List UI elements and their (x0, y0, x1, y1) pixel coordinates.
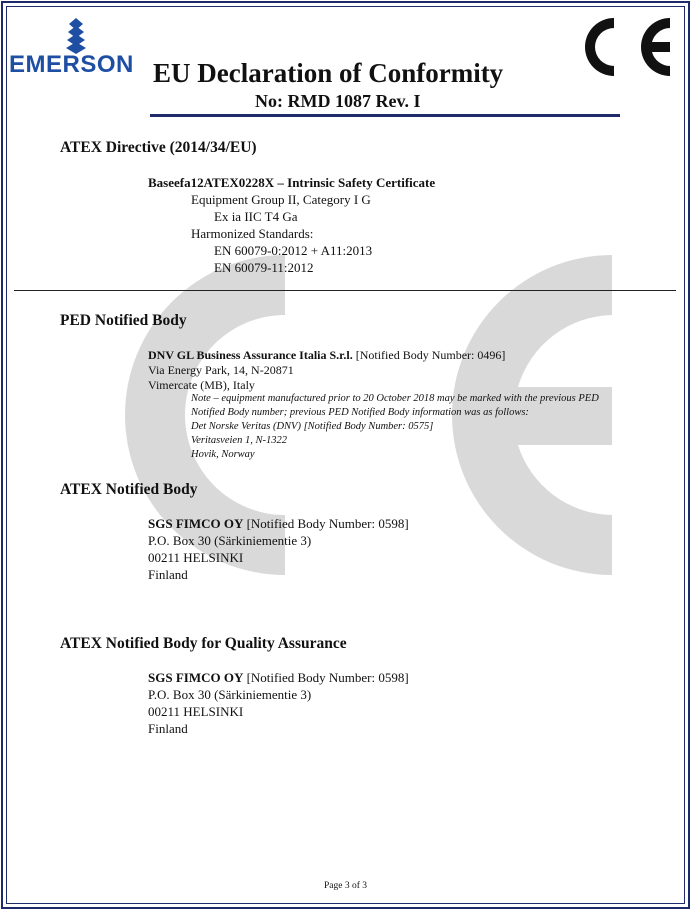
atex-qa-address-line: P.O. Box 30 (Särkiniementie 3) (148, 687, 312, 702)
ped-body-name: DNV GL Business Assurance Italia S.r.l. (148, 348, 353, 362)
atex-qa-address-line: Finland (148, 721, 188, 736)
ped-body-number: [Notified Body Number: 0496] (355, 348, 506, 362)
atex-body-heading: ATEX Notified Body (60, 481, 198, 498)
note-line: Notified Body number; previous PED Notified Body information was as follows: (191, 407, 529, 418)
page-title: EU Declaration of Conformity (153, 58, 504, 88)
note-line: Veritasveien 1, N-1322 (191, 435, 287, 446)
atex-qa-address-line: 00211 HELSINKI (148, 704, 244, 719)
logo-text: EMERSON (9, 51, 134, 78)
atex-address-line: P.O. Box 30 (Särkiniementie 3) (148, 533, 312, 548)
title-divider (150, 114, 620, 117)
ped-note (191, 392, 599, 462)
emerson-logo-mark-icon (61, 18, 91, 54)
certificate-line: Baseefa12ATEX0228X – Intrinsic Safety Certificate (148, 175, 436, 190)
section-divider (14, 290, 676, 291)
atex-directive-heading: ATEX Directive (2014/34/EU) (60, 139, 257, 156)
standard-item: EN 60079-0:2012 + A11:2013 (214, 243, 373, 258)
ped-address-line: Vimercate (MB), Italy (148, 378, 255, 392)
atex-body-name: SGS FIMCO OY (148, 516, 244, 531)
ped-address-line: Via Energy Park, 14, N-20871 (148, 363, 294, 377)
ex-marking: Ex ia IIC T4 Ga (214, 209, 298, 224)
atex-qa-name-line (148, 670, 409, 686)
atex-body-number: [Notified Body Number: 0598] (246, 516, 409, 531)
atex-address-line: Finland (148, 567, 188, 582)
atex-qa-body-name: SGS FIMCO OY (148, 670, 244, 685)
note-line: Note – equipment manufactured prior to 20 October 2018 may be marked with the previous PED (191, 393, 599, 404)
page-number: Page 3 of 3 (323, 881, 367, 891)
note-line: Hovik, Norway (191, 449, 255, 460)
ped-heading: PED Notified Body (60, 312, 187, 329)
ce-mark-icon (574, 12, 672, 82)
harmonized-label: Harmonized Standards: (191, 226, 314, 241)
ped-body-name-line (148, 348, 505, 363)
atex-qa-body-number: [Notified Body Number: 0598] (246, 670, 409, 685)
emerson-logo (9, 18, 144, 78)
equipment-group: Equipment Group II, Category I G (191, 192, 371, 207)
atex-address-line: 00211 HELSINKI (148, 550, 244, 565)
document-number: No: RMD 1087 Rev. I (255, 91, 421, 111)
note-line: Det Norske Veritas (DNV) [Notified Body Number: 0575] (191, 421, 434, 432)
standard-item: EN 60079-11:2012 (214, 260, 314, 275)
atex-body-name-line (148, 516, 409, 532)
atex-qa-heading: ATEX Notified Body for Quality Assurance (60, 635, 347, 652)
